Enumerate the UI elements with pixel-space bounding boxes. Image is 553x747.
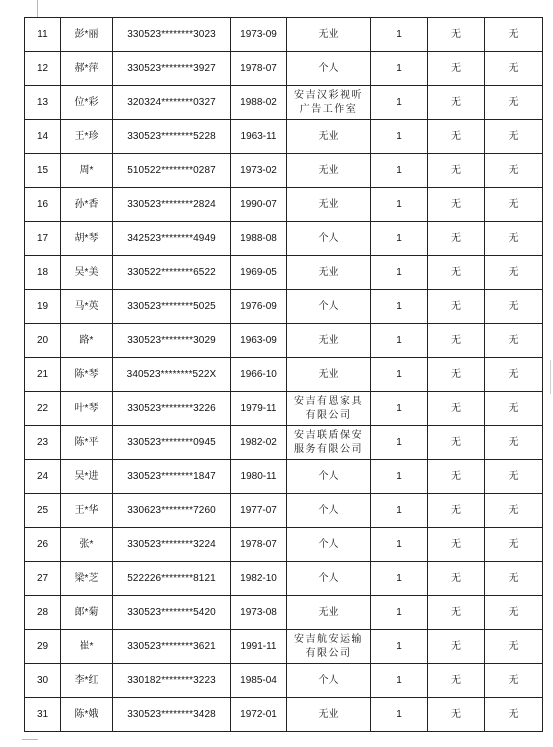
cell-flag-a: 无 [428,256,485,290]
table-row [25,290,543,324]
cell-flag-a: 无 [428,698,485,732]
table-row [25,358,543,392]
cell-row-number: 17 [25,222,61,256]
cell-flag-a: 无 [428,562,485,596]
cell-row-number: 13 [25,86,61,120]
cell-employer: 无业 [287,256,371,290]
cell-id-number: 522226********8121 [113,562,231,596]
cell-count: 1 [371,86,428,120]
cell-flag-a: 无 [428,596,485,630]
table-row [25,154,543,188]
cell-id-number: 510522********0287 [113,154,231,188]
cell-flag-a: 无 [428,426,485,460]
cell-count: 1 [371,358,428,392]
cell-employer: 安吉汉彩视听 广告工作室 [287,86,371,120]
cell-employer: 个人 [287,528,371,562]
cell-flag-a: 无 [428,290,485,324]
cell-count: 1 [371,52,428,86]
table-body [25,18,543,732]
table-row [25,392,543,426]
cell-birth-date: 1977-07 [231,494,287,528]
cell-employer: 无业 [287,698,371,732]
cell-name: 梁*芝 [61,562,113,596]
table-row [25,18,543,52]
cell-employer: 个人 [287,562,371,596]
cell-name: 彭*丽 [61,18,113,52]
page-corner-mark [37,0,38,18]
records-table [24,17,543,732]
table-row [25,222,543,256]
table-row [25,664,543,698]
cell-id-number: 330523********3621 [113,630,231,664]
table-row [25,596,543,630]
table-row [25,188,543,222]
cell-id-number: 330523********5228 [113,120,231,154]
cell-birth-date: 1988-02 [231,86,287,120]
cell-row-number: 19 [25,290,61,324]
cell-id-number: 330523********5025 [113,290,231,324]
cell-count: 1 [371,698,428,732]
cell-flag-b: 无 [485,290,543,324]
cell-row-number: 15 [25,154,61,188]
cell-name: 路* [61,324,113,358]
cell-id-number: 320324********0327 [113,86,231,120]
cell-employer: 无业 [287,120,371,154]
cell-employer: 无业 [287,18,371,52]
cell-count: 1 [371,630,428,664]
cell-name: 陈*娥 [61,698,113,732]
cell-row-number: 24 [25,460,61,494]
cell-name: 王*珍 [61,120,113,154]
cell-flag-a: 无 [428,528,485,562]
cell-id-number: 330523********5420 [113,596,231,630]
cell-row-number: 26 [25,528,61,562]
cell-birth-date: 1973-09 [231,18,287,52]
cell-row-number: 25 [25,494,61,528]
table-row [25,562,543,596]
cell-flag-b: 无 [485,188,543,222]
cell-flag-b: 无 [485,562,543,596]
cell-flag-b: 无 [485,86,543,120]
table-row [25,698,543,732]
cell-row-number: 30 [25,664,61,698]
table-row [25,256,543,290]
cell-id-number: 330523********3029 [113,324,231,358]
cell-name: 周* [61,154,113,188]
table-row [25,528,543,562]
cell-birth-date: 1976-09 [231,290,287,324]
cell-flag-b: 无 [485,596,543,630]
cell-flag-b: 无 [485,664,543,698]
cell-birth-date: 1978-07 [231,528,287,562]
cell-name: 位*彩 [61,86,113,120]
cell-count: 1 [371,18,428,52]
cell-birth-date: 1966-10 [231,358,287,392]
cell-flag-a: 无 [428,222,485,256]
cell-count: 1 [371,324,428,358]
table-row [25,324,543,358]
cell-birth-date: 1963-11 [231,120,287,154]
cell-row-number: 18 [25,256,61,290]
cell-flag-b: 无 [485,120,543,154]
cell-flag-a: 无 [428,18,485,52]
cell-flag-a: 无 [428,630,485,664]
cell-name: 王*华 [61,494,113,528]
cell-count: 1 [371,460,428,494]
cell-flag-b: 无 [485,256,543,290]
cell-flag-a: 无 [428,358,485,392]
cell-flag-a: 无 [428,120,485,154]
cell-flag-b: 无 [485,528,543,562]
cell-count: 1 [371,154,428,188]
cell-employer: 个人 [287,494,371,528]
cell-count: 1 [371,596,428,630]
cell-count: 1 [371,256,428,290]
table-row [25,494,543,528]
cell-flag-b: 无 [485,494,543,528]
cell-employer: 个人 [287,460,371,494]
cell-flag-b: 无 [485,460,543,494]
cell-id-number: 330523********3023 [113,18,231,52]
cell-flag-a: 无 [428,664,485,698]
cell-flag-b: 无 [485,358,543,392]
cell-flag-a: 无 [428,494,485,528]
cell-row-number: 20 [25,324,61,358]
cell-employer: 安吉有恩家具 有限公司 [287,392,371,426]
cell-id-number: 330523********3428 [113,698,231,732]
cell-birth-date: 1973-08 [231,596,287,630]
cell-count: 1 [371,494,428,528]
cell-id-number: 330523********3226 [113,392,231,426]
cell-count: 1 [371,120,428,154]
cell-count: 1 [371,290,428,324]
cell-birth-date: 1963-09 [231,324,287,358]
cell-row-number: 22 [25,392,61,426]
cell-name: 张* [61,528,113,562]
cell-flag-b: 无 [485,426,543,460]
cell-employer: 个人 [287,52,371,86]
cell-employer: 无业 [287,188,371,222]
cell-count: 1 [371,426,428,460]
cell-row-number: 16 [25,188,61,222]
cell-id-number: 330522********6522 [113,256,231,290]
cell-flag-a: 无 [428,392,485,426]
cell-row-number: 28 [25,596,61,630]
cell-id-number: 330182********3223 [113,664,231,698]
cell-name: 郝*萍 [61,52,113,86]
table-row [25,630,543,664]
cell-count: 1 [371,222,428,256]
cell-employer: 无业 [287,596,371,630]
table-row [25,460,543,494]
cell-count: 1 [371,664,428,698]
cell-name: 郎*菊 [61,596,113,630]
cell-name: 胡*琴 [61,222,113,256]
cell-employer: 安吉航安运输 有限公司 [287,630,371,664]
cell-name: 李*红 [61,664,113,698]
table-row [25,52,543,86]
cell-flag-b: 无 [485,392,543,426]
cell-flag-b: 无 [485,18,543,52]
cell-row-number: 23 [25,426,61,460]
cell-id-number: 330623********7260 [113,494,231,528]
cell-row-number: 27 [25,562,61,596]
cell-count: 1 [371,562,428,596]
cell-employer: 无业 [287,154,371,188]
cell-birth-date: 1991-11 [231,630,287,664]
cell-birth-date: 1979-11 [231,392,287,426]
cell-id-number: 330523********1847 [113,460,231,494]
cell-employer: 个人 [287,664,371,698]
cell-employer: 安吉联盾保安 服务有限公司 [287,426,371,460]
cell-flag-b: 无 [485,222,543,256]
cell-name: 崔* [61,630,113,664]
cell-flag-a: 无 [428,188,485,222]
cell-flag-b: 无 [485,630,543,664]
cell-birth-date: 1969-05 [231,256,287,290]
cell-id-number: 330523********2824 [113,188,231,222]
scrollbar-hint [550,360,551,394]
cell-flag-b: 无 [485,698,543,732]
page-corner-mark [22,739,38,740]
cell-employer: 个人 [287,222,371,256]
cell-birth-date: 1988-08 [231,222,287,256]
cell-name: 吴*美 [61,256,113,290]
cell-id-number: 340523********522X [113,358,231,392]
cell-row-number: 21 [25,358,61,392]
cell-name: 吴*进 [61,460,113,494]
cell-row-number: 11 [25,18,61,52]
cell-flag-a: 无 [428,86,485,120]
cell-name: 马*英 [61,290,113,324]
cell-employer: 个人 [287,290,371,324]
cell-birth-date: 1978-07 [231,52,287,86]
cell-row-number: 14 [25,120,61,154]
table-row [25,426,543,460]
table-row [25,120,543,154]
cell-birth-date: 1972-01 [231,698,287,732]
cell-birth-date: 1990-07 [231,188,287,222]
cell-name: 叶*琴 [61,392,113,426]
cell-row-number: 12 [25,52,61,86]
cell-flag-b: 无 [485,52,543,86]
cell-birth-date: 1985-04 [231,664,287,698]
cell-birth-date: 1980-11 [231,460,287,494]
cell-employer: 无业 [287,358,371,392]
cell-id-number: 330523********3927 [113,52,231,86]
cell-flag-a: 无 [428,154,485,188]
cell-count: 1 [371,528,428,562]
cell-flag-a: 无 [428,324,485,358]
table-row [25,86,543,120]
cell-employer: 无业 [287,324,371,358]
cell-id-number: 330523********3224 [113,528,231,562]
cell-birth-date: 1973-02 [231,154,287,188]
cell-id-number: 342523********4949 [113,222,231,256]
cell-birth-date: 1982-10 [231,562,287,596]
cell-id-number: 330523********0945 [113,426,231,460]
cell-flag-a: 无 [428,460,485,494]
cell-flag-b: 无 [485,154,543,188]
cell-name: 孙*香 [61,188,113,222]
cell-name: 陈*琴 [61,358,113,392]
cell-row-number: 29 [25,630,61,664]
cell-birth-date: 1982-02 [231,426,287,460]
cell-name: 陈*平 [61,426,113,460]
cell-row-number: 31 [25,698,61,732]
cell-count: 1 [371,392,428,426]
cell-count: 1 [371,188,428,222]
cell-flag-b: 无 [485,324,543,358]
cell-flag-a: 无 [428,52,485,86]
